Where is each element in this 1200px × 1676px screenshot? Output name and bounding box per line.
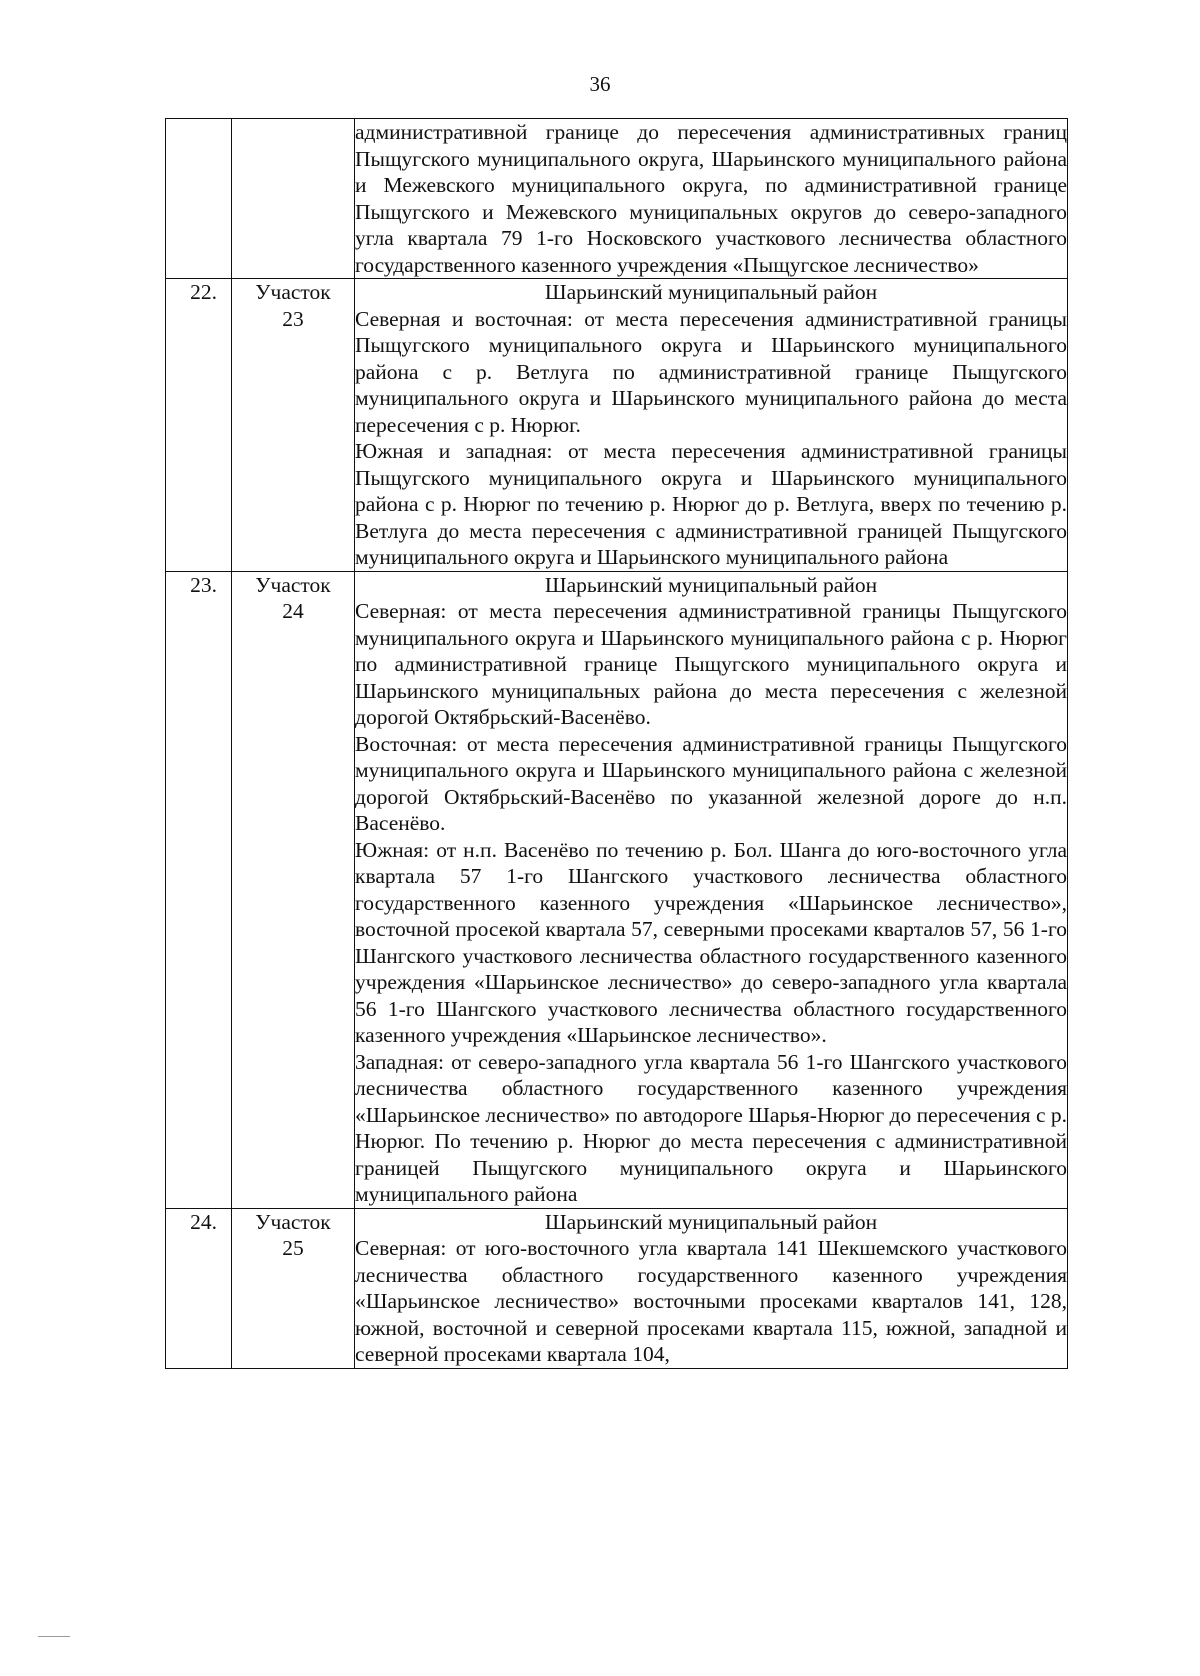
description-cell — [355, 1208, 1068, 1368]
section-cell: Участок 24 — [232, 571, 355, 1208]
district-heading: Шарьинский муниципальный район — [544, 280, 878, 304]
row-number-cell — [166, 119, 232, 279]
row-number-cell: 24. — [166, 1208, 232, 1368]
paragraph: Южная: от н.п. Васенёво по течению р. Бол. Шанга до юго-восточного угла квартала 57 1-го Шангского участкового лесничества областного государственного казенного учреждения «Шарьинское лесничество», восточной просекой квартала 57, северными просеками кварталов 57, 56 1-го Шангского участкового лесничества областного государственного казенного учреждения «Шарьинское лесничество» до северо-западного угла квартала 56 1-го Шангского участкового лесничества областного государственного казенного учреждения «Шарьинское лесничество». — [355, 837, 1067, 1047]
boundaries-table — [165, 118, 1068, 1369]
paragraph: Западная: от северо-западного угла квартала 56 1-го Шангского участкового лесничества областного государственного казенного учреждения «Шарьинское лесничество» по автодороге Шарья-Нюрюг до пересечения с р. Нюрюг. По течению р. Нюрюг до места пересечения с административной границей Пыщугского муниципального округа и Шарьинского муниципального района — [355, 1049, 1067, 1206]
row-number-cell: 23. — [166, 571, 232, 1208]
section-cell: Участок 25 — [232, 1208, 355, 1368]
section-cell: Участок 23 — [232, 279, 355, 572]
paragraph: Северная: от места пересечения административной границы Пыщугского муниципального округа и Шарьинского муниципального района с р. Нюрюг по административной границе Пыщугского муниципального округа и Шарьинского муниципальных района до места пересечения с железной дорогой Октябрьский-Васенёво. — [355, 599, 1067, 729]
district-heading: Шарьинский муниципальный район — [544, 572, 878, 597]
row-number-cell: 22. — [166, 279, 232, 572]
paragraph: Северная и восточная: от места пересечения административной границы Пыщугского муниципального округа и Шарьинского муниципального района с р. Ветлуга по административной границе Пыщугского муниципального округа и Шарьинского муниципального района до места пересечения с р. Нюрюг. — [355, 306, 1067, 437]
district-heading: Шарьинский муниципальный район — [544, 1209, 878, 1234]
paragraph: административной границе до пересечения административных границ Пыщугского муниципального округа, Шарьинского муниципального района и Межевского муниципального округа, по административной границе Пыщугского и Межевского муниципальных округов до северо-западного угла квартала 79 1-го Носковского участкового лесничества областного государственного казенного учреждения «Пыщугское лесничество» — [355, 120, 1067, 277]
paragraph: Южная и западная: от места пересечения административной границы Пыщугского муниципального округа и Шарьинского муниципального района с р. Нюрюг по течению р. Нюрюг до р. Ветлуга, вверх по течению р. Ветлуга до места пересечения с административной границей Пыщугского муниципального округа и Шарьинского муниципального района — [355, 439, 1067, 569]
section-cell — [232, 119, 355, 279]
description-cell — [355, 279, 1068, 572]
paragraph: Северная: от юго-восточного угла квартала 141 Шекшемского участкового лесничества областного государственного казенного учреждения «Шарьинское лесничество» восточными просеками кварталов 141, 128, южной, восточной и северной просеками квартала 115, южной, западной и северной просеками квартала 104, — [355, 1236, 1067, 1366]
description-cell — [355, 571, 1068, 1208]
description-cell — [355, 119, 1068, 279]
table-row — [166, 279, 1068, 572]
page-number: 36 — [589, 72, 611, 96]
paragraph: Восточная: от места пересечения административной границы Пыщугского муниципального округа и Шарьинского муниципального района с железной дорогой Октябрьский-Васенёво по указанной железной дороге до н.п. Васенёво. — [355, 731, 1067, 835]
scan-artifact — [38, 1636, 70, 1637]
table-row — [166, 1208, 1068, 1368]
table-row — [166, 119, 1068, 279]
table-row — [166, 571, 1068, 1208]
